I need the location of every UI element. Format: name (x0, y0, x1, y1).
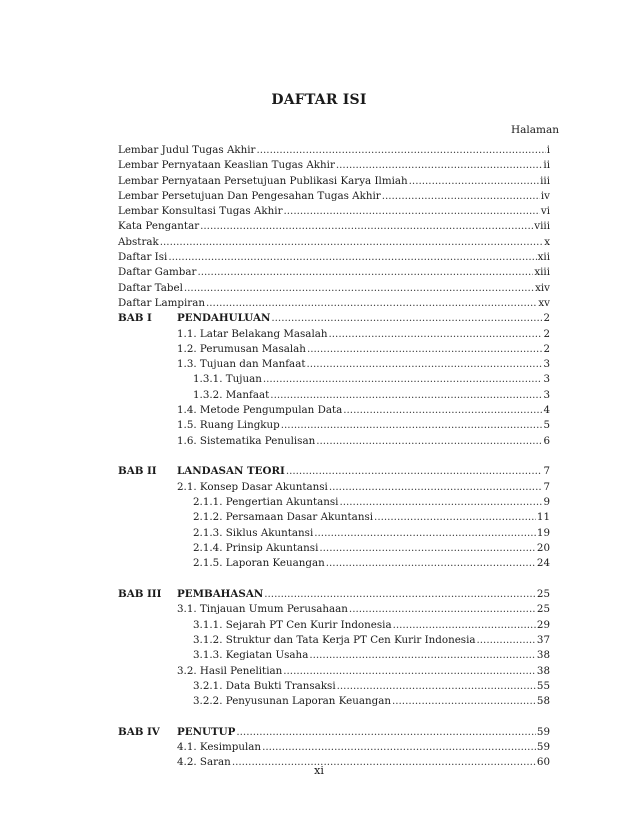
dot-leader (284, 204, 540, 219)
toc-entry[interactable] (118, 618, 550, 633)
toc-entry-label: 2.1.1. Pengertian Akuntansi (193, 496, 339, 509)
dot-leader (197, 265, 533, 280)
chapter-number: BAB IV (118, 725, 160, 738)
dot-leader (319, 541, 536, 556)
toc-entry[interactable] (118, 495, 550, 510)
chapter-title: PENDAHULUAN (177, 312, 271, 325)
dot-leader (263, 372, 543, 387)
toc-entry-page: 3 (543, 388, 550, 401)
toc-entry-page: 7 (543, 480, 550, 493)
dot-leader (336, 158, 543, 173)
toc-entry[interactable] (118, 541, 550, 556)
dot-leader (270, 388, 542, 403)
toc-entry-page: 5 (543, 419, 550, 432)
toc-entry-label: 2.1.5. Laporan Keuangan (193, 557, 325, 570)
chapter-title: PEMBAHASAN (177, 588, 264, 601)
toc-entry-label: Lembar Pernyataan Persetujuan Publikasi Karya Ilmiah (118, 174, 408, 187)
toc-entry[interactable] (118, 434, 550, 449)
toc-entry[interactable] (118, 740, 550, 755)
dot-leader (309, 648, 536, 663)
toc-entry-label: 3.1.1. Sejarah PT Cen Kurir Indonesia (193, 618, 392, 631)
chapter-number: BAB II (118, 465, 157, 478)
dot-leader (316, 434, 542, 449)
dot-leader (236, 725, 536, 740)
chapter-title: PENUTUP (177, 725, 236, 738)
chapter-number: BAB I (118, 312, 152, 325)
toc-entry-page: 58 (536, 695, 550, 708)
page-number: xi (314, 764, 324, 777)
toc-entry-label: Daftar Isi (118, 251, 168, 264)
dot-leader (393, 618, 536, 633)
toc-entry-label: 3.1. Tinjauan Umum Perusahaan (177, 603, 348, 616)
toc-entry-label: 2.1.4. Prinsip Akuntansi (193, 541, 319, 554)
dot-leader (256, 143, 545, 158)
chapter-number: BAB III (118, 588, 162, 601)
toc-entry-page: 37 (536, 633, 550, 646)
toc-entry-label: 3.1.2. Struktur dan Tata Kerja PT Cen Kurir Indonesia (193, 633, 476, 646)
toc-entry-label: 1.4. Metode Pengumpulan Data (177, 404, 343, 417)
toc-entry[interactable] (118, 556, 550, 571)
dot-leader (477, 633, 536, 648)
toc-entry-label: Daftar Lampiran (118, 296, 205, 309)
toc-entry[interactable] (118, 204, 550, 219)
toc-entry-page: 2 (543, 327, 550, 340)
toc-entry-page: 7 (543, 465, 550, 478)
toc-entry-label: Daftar Tabel (118, 281, 183, 294)
dot-leader (337, 679, 536, 694)
toc-entry[interactable] (118, 372, 550, 387)
toc-entry-page: 6 (543, 434, 550, 447)
toc-entry[interactable] (118, 526, 550, 541)
chapter-heading[interactable] (118, 725, 550, 740)
toc-entry[interactable] (118, 281, 550, 296)
toc-entry[interactable] (118, 235, 550, 250)
toc-entry-label: 3.2. Hasil Penelitian (177, 664, 283, 677)
toc-entry-page: 25 (536, 588, 550, 601)
dot-leader (307, 342, 543, 357)
toc-entry-page: 3 (543, 373, 550, 386)
toc-entry-label: Abstrak (118, 235, 159, 248)
toc-entry-page: 38 (536, 649, 550, 662)
toc-entry-page: iv (540, 189, 550, 202)
toc-entry-page: xiv (535, 281, 550, 294)
dot-leader (286, 464, 543, 479)
dot-leader (329, 480, 543, 495)
chapter-heading[interactable] (118, 587, 550, 602)
page-title: DAFTAR ISI (271, 92, 367, 108)
toc-entry-page: xiii (534, 266, 550, 279)
toc-entry[interactable] (118, 388, 550, 403)
toc-entry-page: 20 (536, 541, 550, 554)
toc-entry-label: 4.1. Kesimpulan (177, 741, 262, 754)
toc-entry-label: 3.1.3. Kegiatan Usaha (193, 649, 309, 662)
chapter-heading[interactable] (118, 464, 550, 479)
dot-leader (283, 664, 536, 679)
toc-entry[interactable] (118, 143, 550, 158)
dot-leader (374, 510, 536, 525)
dot-leader (314, 526, 536, 541)
toc-entry-label: 1.3.2. Manfaat (193, 388, 270, 401)
toc-entry-label: 2.1. Konsep Dasar Akuntansi (177, 480, 328, 493)
toc-entry-page: xii (537, 251, 550, 264)
dot-leader (343, 403, 542, 418)
toc-entry[interactable] (118, 679, 550, 694)
dot-leader (168, 250, 536, 265)
toc-entry-label: Daftar Gambar (118, 266, 197, 279)
toc-entry-page: 9 (543, 496, 550, 509)
dot-leader (329, 327, 543, 342)
toc-entry-page: 59 (536, 741, 550, 754)
toc-entry[interactable] (118, 694, 550, 709)
toc-entry-page: 4 (543, 404, 550, 417)
toc-entry-page: 60 (536, 756, 550, 769)
toc-entry-page: 38 (536, 664, 550, 677)
toc-entry[interactable] (118, 327, 550, 342)
toc-entry-label: 1.6. Sistematika Penulisan (177, 434, 316, 447)
dot-leader (184, 281, 534, 296)
toc-entry-page: 59 (536, 725, 550, 738)
toc-entry[interactable] (118, 174, 550, 189)
toc-entry-label: Lembar Judul Tugas Akhir (118, 144, 256, 156)
toc-entry-page: 29 (536, 618, 550, 631)
table-of-contents (118, 143, 550, 771)
toc-entry[interactable] (118, 296, 550, 311)
toc-entry-page: viii (534, 220, 550, 233)
toc-entry[interactable] (118, 250, 550, 265)
toc-entry-label: 2.1.3. Siklus Akuntansi (193, 526, 314, 539)
dot-leader (349, 602, 536, 617)
toc-entry-page: 11 (536, 511, 550, 524)
toc-entry-page: iii (540, 174, 550, 187)
toc-entry-page: vi (540, 205, 550, 218)
dot-leader (326, 556, 536, 571)
toc-entry-label: 2.1.2. Persamaan Dasar Akuntansi (193, 511, 374, 524)
toc-entry[interactable] (118, 357, 550, 372)
toc-entry-page: 2 (543, 312, 550, 325)
toc-entry-page: i (546, 144, 550, 156)
toc-entry-label: 1.3. Tujuan dan Manfaat (177, 358, 306, 371)
toc-entry[interactable] (118, 664, 550, 679)
dot-leader (264, 587, 536, 602)
toc-entry-page: 24 (536, 557, 550, 570)
toc-entry[interactable] (118, 633, 550, 648)
toc-entry-label: 3.2.2. Penyusunan Laporan Keuangan (193, 695, 391, 708)
dot-leader (382, 189, 540, 204)
toc-entry-label: 1.3.1. Tujuan (193, 373, 262, 386)
toc-entry-label: 1.5. Ruang Lingkup (177, 419, 280, 432)
toc-entry-page: xv (538, 296, 550, 309)
toc-entry-page: 3 (543, 358, 550, 371)
toc-entry[interactable] (118, 265, 550, 280)
toc-entry-label: 4.2. Saran (177, 756, 231, 769)
toc-entry[interactable] (118, 189, 550, 204)
toc-entry-label: 3.2.1. Data Bukti Transaksi (193, 679, 336, 692)
toc-entry-page: x (544, 235, 550, 248)
dot-leader (306, 357, 542, 372)
dot-leader (281, 418, 543, 433)
toc-entry[interactable] (118, 648, 550, 663)
toc-entry-label: Lembar Konsultasi Tugas Akhir (118, 205, 283, 218)
dot-leader (160, 235, 543, 250)
dot-leader (409, 174, 539, 189)
toc-entry-label: 1.2. Perumusan Masalah (177, 342, 306, 355)
toc-entry[interactable] (118, 602, 550, 617)
toc-entry[interactable] (118, 418, 550, 433)
dot-leader (271, 311, 542, 326)
toc-entry[interactable] (118, 480, 550, 495)
toc-entry-label: 1.1. Latar Belakang Masalah (177, 327, 328, 340)
toc-entry[interactable] (118, 158, 550, 173)
toc-entry[interactable] (118, 219, 550, 234)
toc-entry[interactable] (118, 510, 550, 525)
toc-entry[interactable] (118, 403, 550, 418)
toc-entry[interactable] (118, 342, 550, 357)
toc-entry-page: 55 (536, 679, 550, 692)
toc-entry-label: Kata Pengantar (118, 220, 200, 233)
dot-leader (392, 694, 536, 709)
toc-entry-label: Lembar Persetujuan Dan Pengesahan Tugas Akhir (118, 189, 381, 202)
toc-entry-page: 2 (543, 342, 550, 355)
chapter-title: LANDASAN TEORI (177, 465, 285, 478)
toc-entry-label: Lembar Pernyataan Keaslian Tugas Akhir (118, 159, 335, 172)
chapter-heading[interactable] (118, 311, 550, 326)
dot-leader (200, 219, 533, 234)
dot-leader (339, 495, 542, 510)
toc-entry-page: 25 (536, 603, 550, 616)
dot-leader (206, 296, 537, 311)
halaman-label: Halaman (510, 124, 559, 136)
toc-entry-page: 19 (536, 526, 550, 539)
toc-entry-page: ii (543, 159, 550, 172)
dot-leader (262, 740, 536, 755)
